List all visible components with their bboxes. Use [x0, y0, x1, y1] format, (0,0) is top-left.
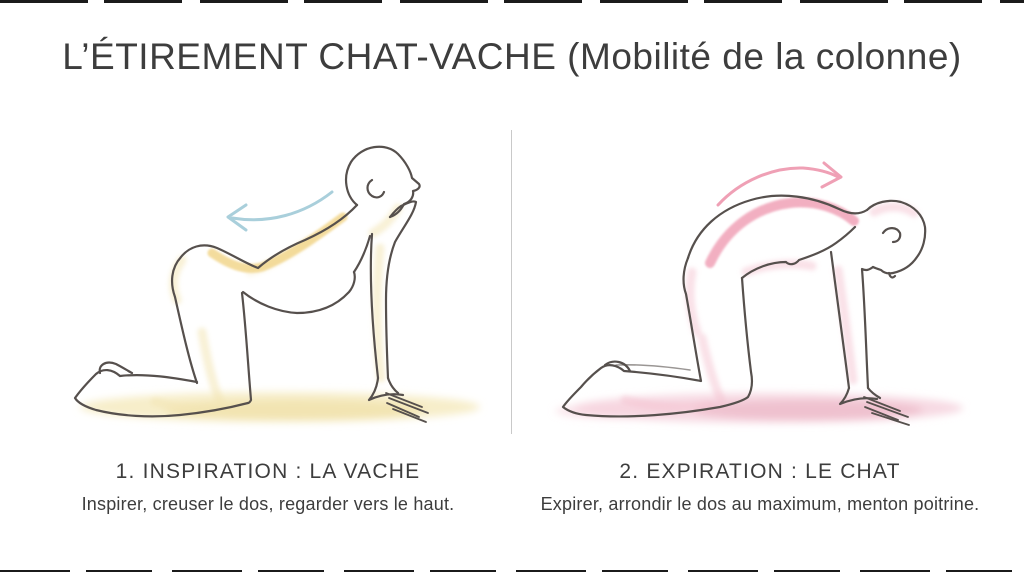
cat-caption — [530, 460, 990, 515]
cow-chest-line — [354, 236, 370, 272]
cow-neck-and-front-arm — [386, 201, 416, 378]
cat-pose-figure — [540, 120, 980, 440]
cat-body-shading — [625, 207, 914, 407]
curved-arrow-right-icon — [718, 163, 841, 205]
cat-ground-shadow — [555, 393, 963, 423]
cow-pose-figure — [60, 120, 500, 440]
panel-divider — [511, 130, 512, 434]
cow-wrist — [388, 378, 398, 393]
cow-caption — [38, 460, 498, 515]
cow-front-thigh — [242, 293, 251, 403]
cow-ear — [368, 180, 385, 197]
cat-body-outline — [563, 196, 925, 425]
cat-step-heading: 2. EXPIRATION : LE CHAT — [619, 460, 901, 483]
curved-arrow-left-icon — [228, 192, 332, 230]
cat-spine-highlight — [710, 202, 854, 263]
page-title: L’ÉTIREMENT CHAT-VACHE (Mobilité de la colonne) — [62, 36, 962, 77]
cow-instruction: Inspirer, creuser le dos, regarder vers le haut. — [81, 494, 455, 514]
cow-far-foot — [100, 363, 132, 373]
cat-instruction: Expirer, arrondir le dos au maximum, menton poitrine. — [540, 494, 980, 514]
cat-ear — [883, 228, 900, 242]
cow-spine-highlight — [212, 217, 343, 268]
top-edge-marks — [0, 0, 1024, 3]
cow-step-heading: 1. INSPIRATION : LA VACHE — [115, 460, 421, 483]
cat-neck-and-front-arm — [862, 267, 873, 388]
cat-hip-leg-foot-line — [563, 258, 752, 416]
cow-belly-line — [243, 272, 355, 313]
